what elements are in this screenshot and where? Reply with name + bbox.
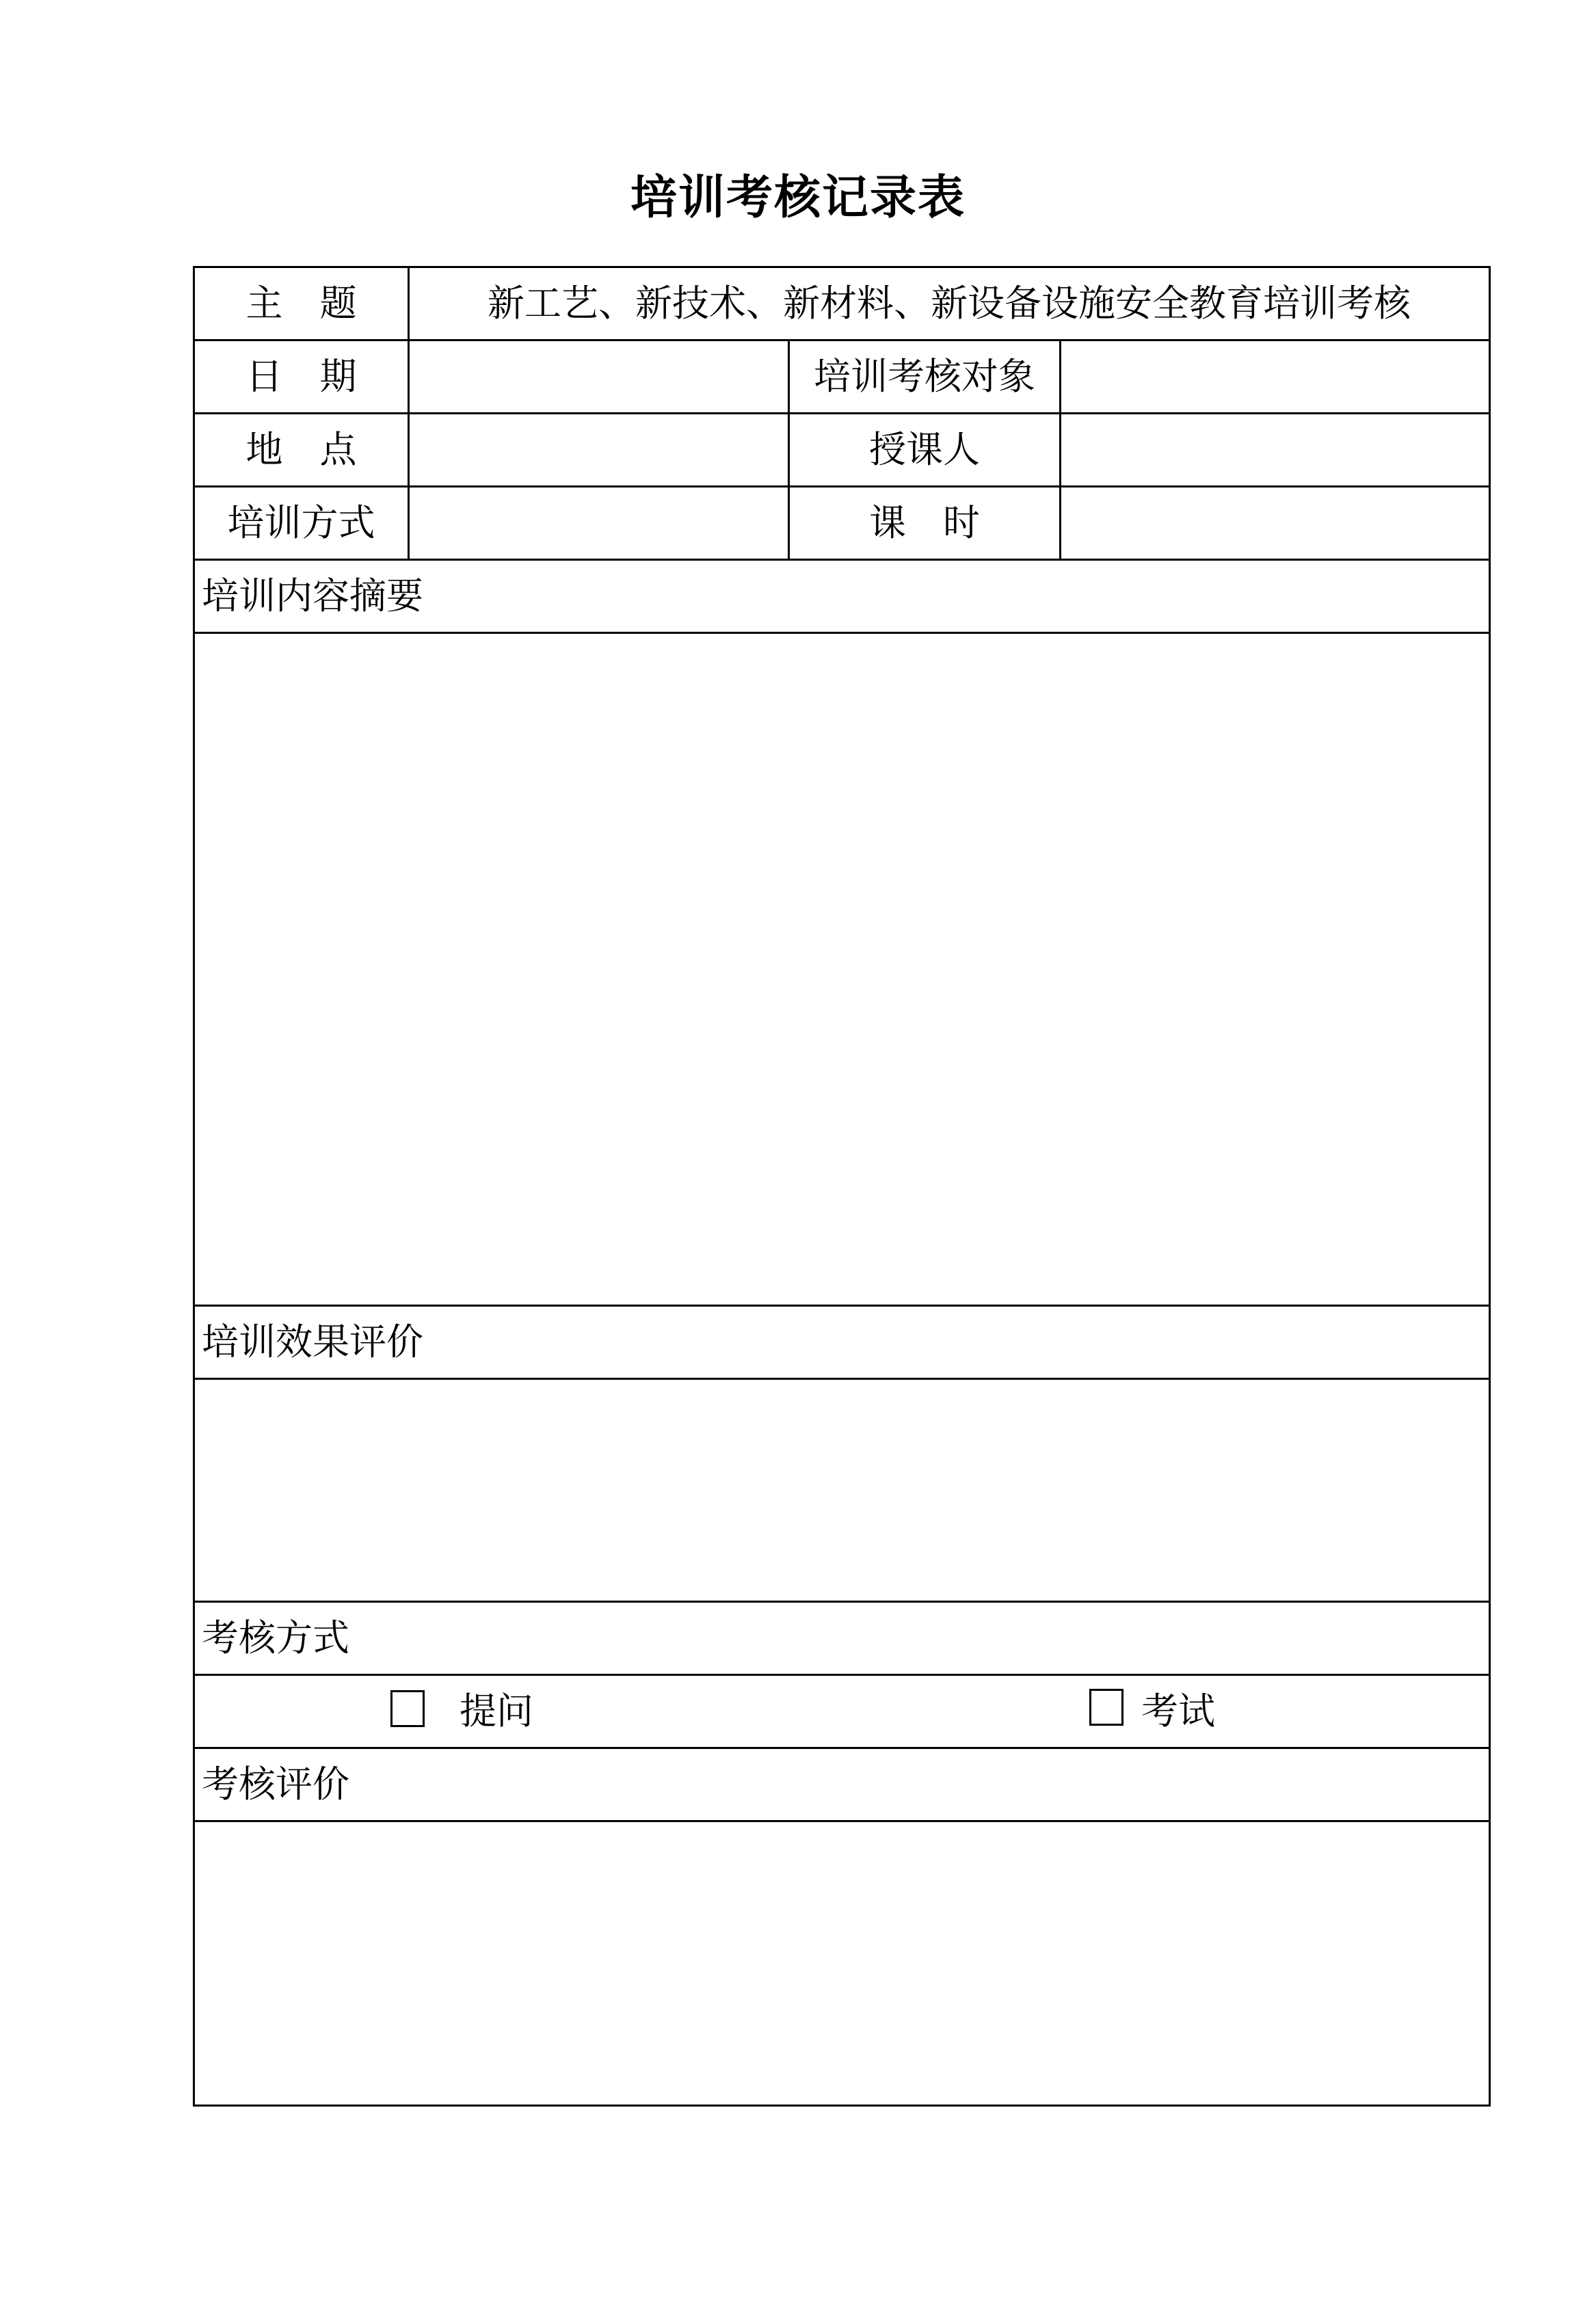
class-hours-label: 课 时 (869, 501, 980, 544)
question-option-label: 提问 (460, 1689, 533, 1733)
exam-option-label: 考试 (1141, 1689, 1215, 1733)
instructor-field[interactable] (1061, 414, 1489, 485)
location-field[interactable] (410, 414, 788, 485)
table-border-right (1489, 266, 1491, 2107)
effect-evaluation-area[interactable] (195, 1380, 1489, 1601)
target-label: 培训考核对象 (814, 355, 1035, 398)
content-summary-heading: 培训内容摘要 (202, 574, 423, 617)
class-hours-field[interactable] (1061, 487, 1489, 559)
content-summary-area[interactable] (195, 634, 1489, 1305)
target-field[interactable] (1061, 341, 1489, 412)
subject-value[interactable]: 新工艺、新技术、新材料、新设备设施安全教育培训考核 (488, 282, 1411, 325)
location-label: 地 点 (245, 428, 357, 471)
date-label: 日 期 (245, 355, 357, 398)
exam-checkbox[interactable] (1089, 1689, 1123, 1726)
question-checkbox[interactable] (390, 1690, 425, 1727)
training-method-label: 培训方式 (227, 501, 375, 544)
subject-label: 主 题 (245, 282, 357, 325)
instructor-label: 授课人 (869, 428, 980, 471)
date-field[interactable] (410, 341, 788, 412)
assessment-evaluation-area[interactable] (195, 1822, 1489, 2105)
page-title: 培训考核记录表 (630, 171, 966, 225)
training-method-field[interactable] (410, 487, 788, 559)
assessment-evaluation-heading: 考核评价 (202, 1763, 349, 1806)
row-divider (193, 1674, 1491, 1676)
effect-evaluation-heading: 培训效果评价 (202, 1320, 423, 1363)
table-border-bottom (193, 2105, 1491, 2107)
assessment-method-heading: 考核方式 (202, 1616, 349, 1659)
